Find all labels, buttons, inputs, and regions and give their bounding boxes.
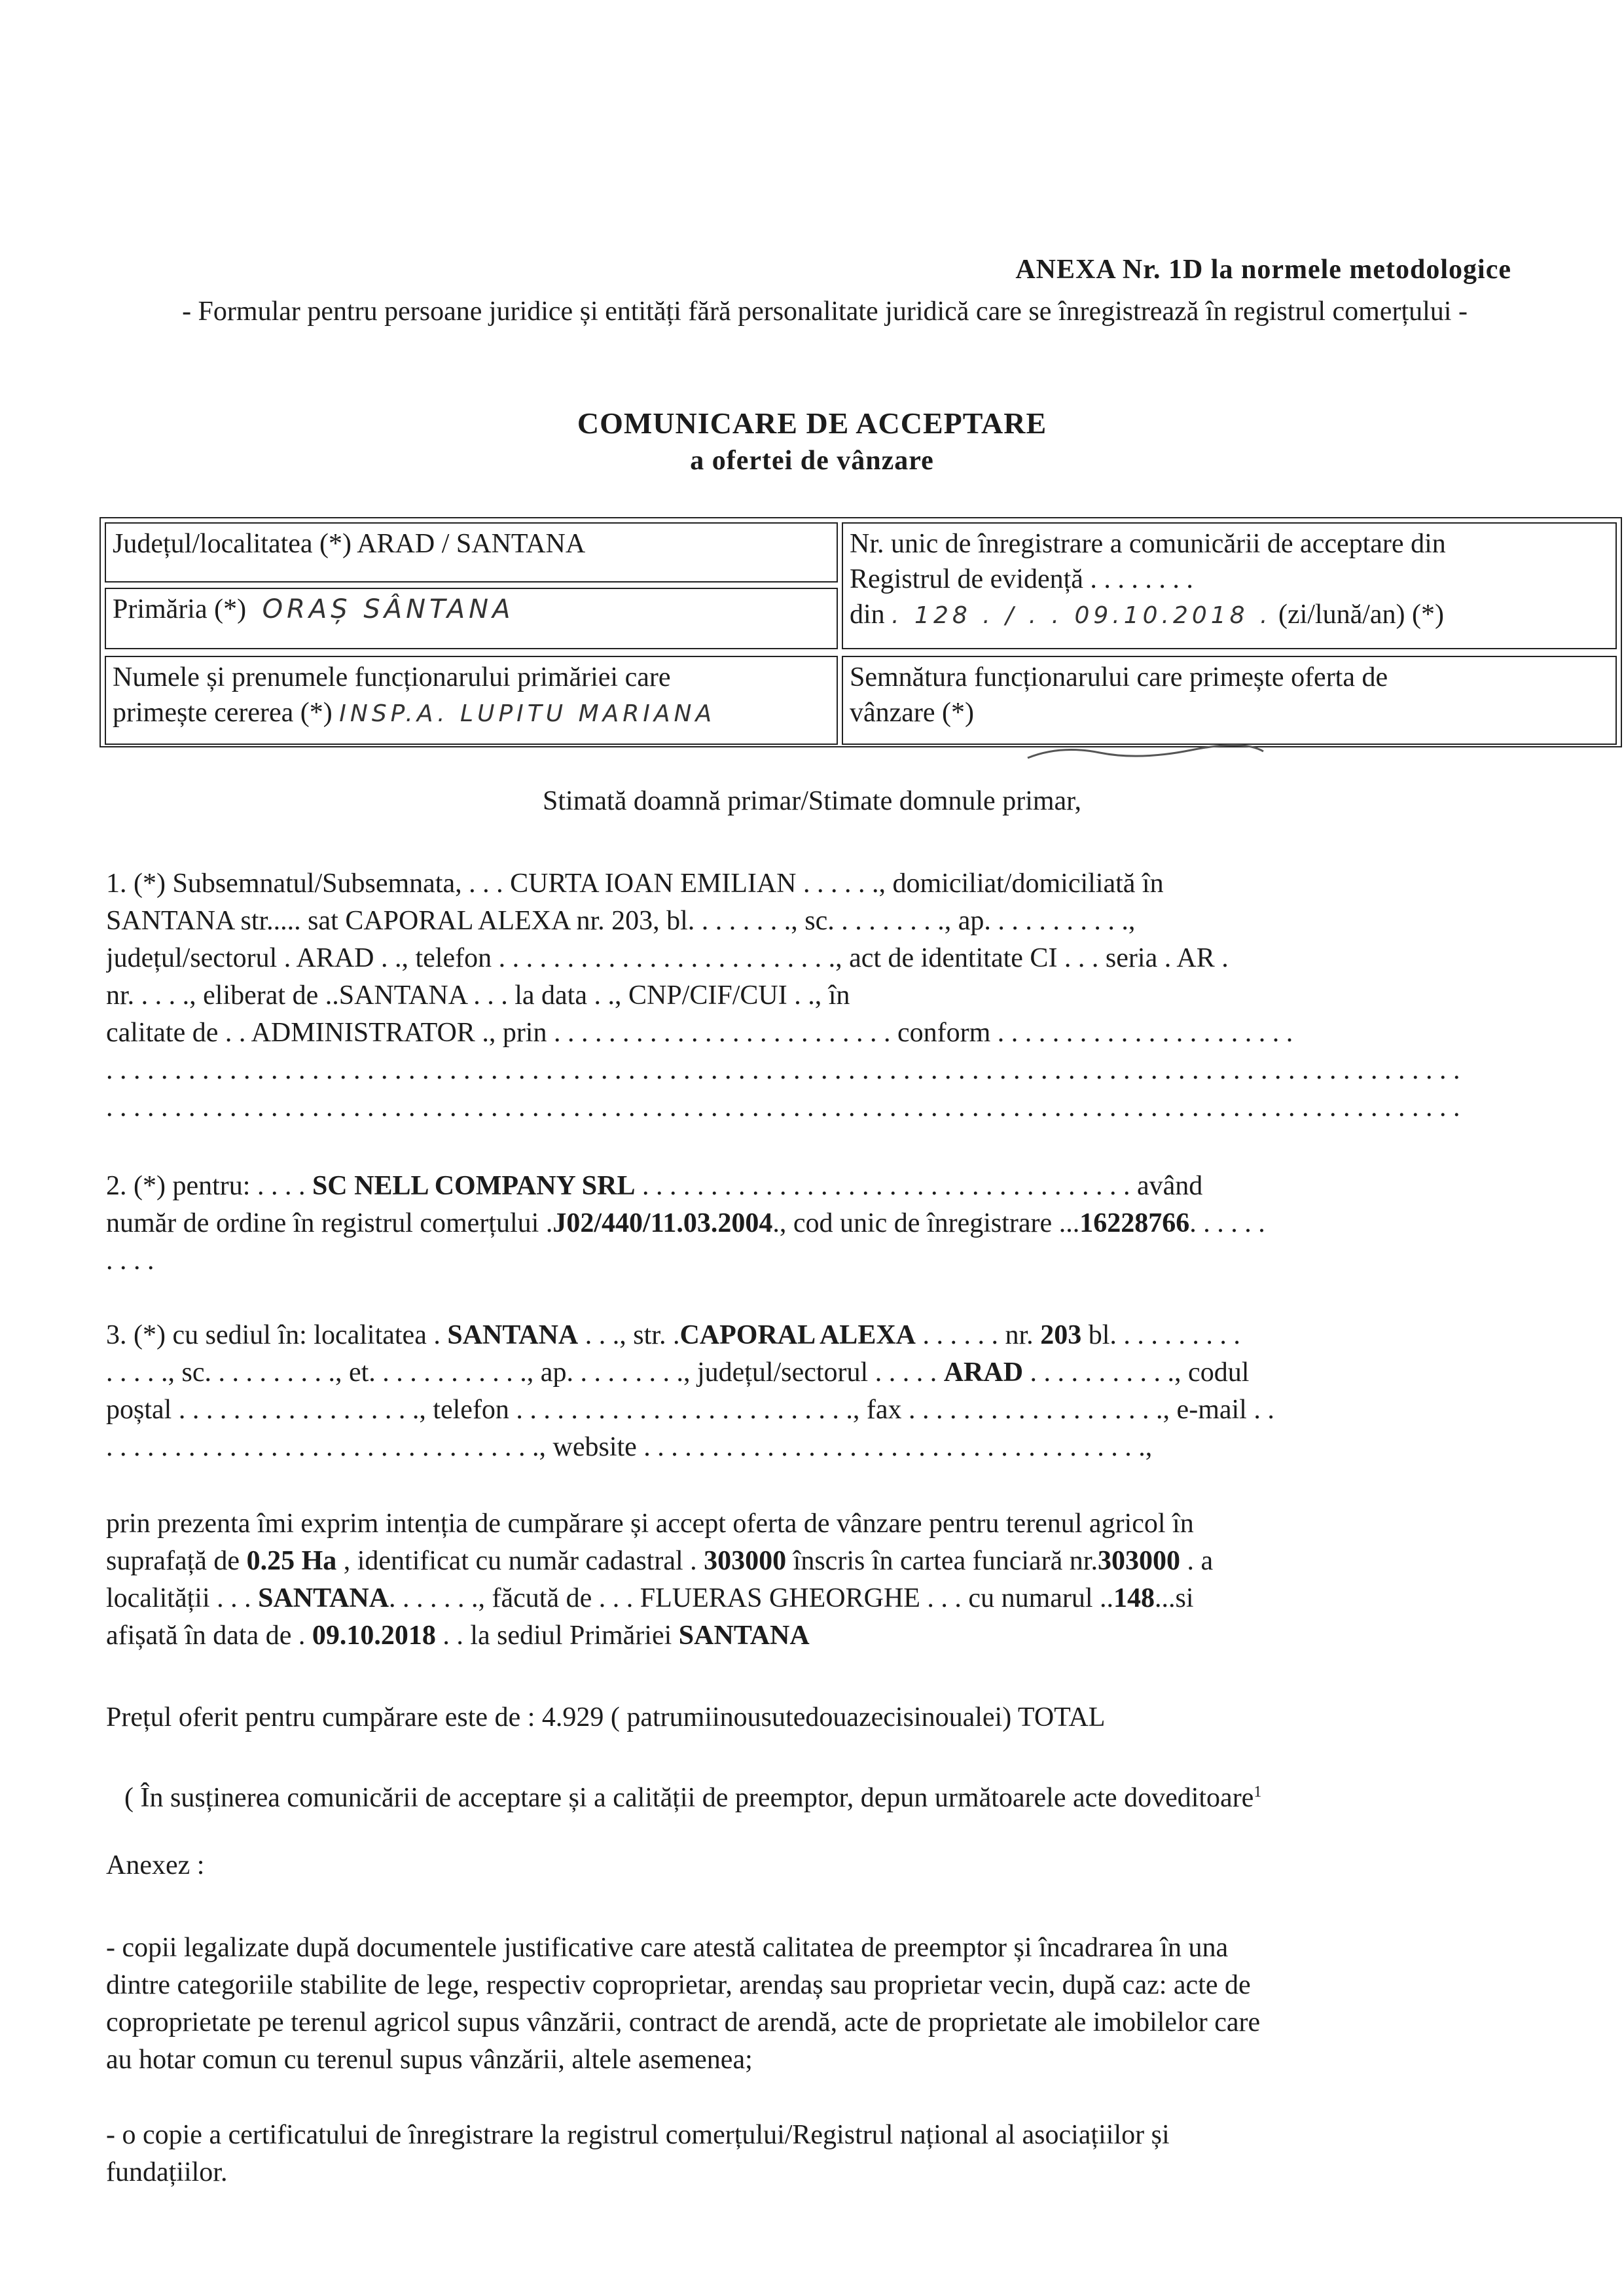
- sediu-nr: 203: [1040, 1320, 1082, 1350]
- judet-label: Județul/localitatea (*) ARAD / SANTANA: [113, 529, 586, 559]
- annex-item-line: - o copie a certificatului de înregistrare la registrul comerțului/Registrul național al asociațiilor și: [106, 2120, 1170, 2150]
- strada-label: . . ., str. .: [585, 1320, 680, 1350]
- sediul-label: . . la sediul Primăriei: [442, 1621, 672, 1651]
- sc-et-ap-label: . . . . ., sc. . . . . . . . . ., et. . . . . . . . . . . ., ap. . . . . . . . ., județul/sectorul . . . . .: [106, 1357, 937, 1388]
- nr-unic-din: din: [850, 600, 885, 630]
- carte-funciara-label: înscris în cartea funciară nr.: [793, 1546, 1098, 1576]
- intent-paragraph: [106, 1505, 1513, 1655]
- intent-line2-suffix: . a: [1187, 1546, 1214, 1576]
- section-1-line: SANTANA str..... sat CAPORAL ALEXA nr. 203, bl. . . . . . . ., sc. . . . . . . . ., ap. . . . . . . . . . .,: [106, 906, 1136, 936]
- bl-label: bl. . . . . . . . . .: [1088, 1320, 1240, 1350]
- section-1-line: județul/sectorul . ARAD . ., telefon . . . . . . . . . . . . . . . . . . . . . . . . ., act de identitate CI . . . seria . AR .: [106, 943, 1229, 973]
- sediu-label: 3. (*) cu sediul în: localitatea .: [106, 1320, 441, 1350]
- annex-item-line: au hotar comun cu terenul supus vânzării, altele asemenea;: [106, 2045, 753, 2075]
- facuta-de-label: . . . . . . ., făcută de . . . FLUERAS GHEORGHE . . . cu numarul ..: [389, 1583, 1114, 1613]
- cui-label: ., cod unic de înregistrare ...: [772, 1208, 1080, 1238]
- carte-funciara-value: 303000: [1097, 1546, 1180, 1576]
- annex-item-line: fundațiilor.: [106, 2157, 228, 2187]
- localitatii-value: SANTANA: [258, 1583, 389, 1613]
- numarul-value: 148: [1113, 1583, 1155, 1613]
- intent-line3-suffix: ...si: [1155, 1583, 1194, 1613]
- annex-item-1: [106, 1929, 1513, 2079]
- annex-title: ANEXA Nr. 1D la normele metodologice: [1015, 255, 1511, 285]
- cadastral-value: 303000: [704, 1546, 787, 1576]
- suprafata-label: suprafață de: [106, 1546, 240, 1576]
- nr-unic-line2: Registrul de evidență . . . . . . . .: [850, 564, 1193, 594]
- section-1: [106, 865, 1513, 1126]
- reg-label: număr de ordine în registrul comerțului .: [106, 1208, 553, 1238]
- afisata-label: afișată în data de .: [106, 1621, 306, 1651]
- semnatura-cell: [842, 656, 1617, 745]
- support-text: ( În susținerea comunicării de acceptare și a calității de preemptor, depun următoarele acte doveditoare: [124, 1783, 1254, 1813]
- support-line: [124, 1774, 1532, 1817]
- sediu-strada: CAPORAL ALEXA: [679, 1320, 916, 1350]
- annex-item-line: coproprietate pe terenul agricol supus vânzării, contract de arendă, acte de proprietate ale imobilelor care: [106, 2007, 1261, 2037]
- annex-item-line: - copii legalizate după documentele justificative care atestă calitatea de preemptor și încadrarea în una: [106, 1933, 1229, 1963]
- section-2-prefix: 2. (*) pentru: . . . .: [106, 1171, 306, 1201]
- section-2: [106, 1168, 1513, 1280]
- nr-unic-cell: [842, 522, 1617, 649]
- nr-unic-line1: Nr. unic de înregistrare a comunicării de acceptare din: [850, 529, 1446, 559]
- section-1-line: calitate de . . ADMINISTRATOR ., prin . . . . . . . . . . . . . . . . . . . . . . . . . conform . . . . . . . . . . . . . . . . . . . . . .: [106, 1018, 1293, 1048]
- footnote-marker: 1: [1254, 1784, 1262, 1801]
- annex-item-line: dintre categoriile stabilite de lege, respectiv coproprietar, arendaș sau proprietar vecin, după caz: acte de: [106, 1970, 1251, 2000]
- codul-label: . . . . . . . . . . ., codul: [1030, 1357, 1250, 1388]
- section-1-line: 1. (*) Subsemnatul/Subsemnata, . . . CURTA IOAN EMILIAN . . . . . ., domiciliat/domiciliată în: [106, 869, 1164, 899]
- judet-cell: [105, 522, 838, 583]
- primaria-handwritten: ORAȘ SÂNTANA: [262, 594, 514, 624]
- signature-mark: [1021, 738, 1270, 764]
- price-line: [106, 1699, 1513, 1736]
- nr-label: . . . . . . nr.: [922, 1320, 1034, 1350]
- localitatii-label: localității . . .: [106, 1583, 251, 1613]
- cui-value: 16228766: [1079, 1208, 1190, 1238]
- intent-line: prin prezenta îmi exprim intenția de cumpărare și accept oferta de vânzare pentru terenul agricol în: [106, 1509, 1194, 1539]
- cadastral-label: , identificat cu număr cadastral .: [343, 1546, 697, 1576]
- section-2-dots: . . . .: [106, 1246, 154, 1276]
- document-subtitle: a ofertei de vânzare: [690, 446, 934, 476]
- company-name: SC NELL COMPANY SRL: [312, 1171, 636, 1201]
- section-3-line: . . . . . . . . . . . . . . . . . . . . . . . . . . . . . . . ., website . . . . . . . . . . . . . . . . . . . . . . . . . . . . . . . . . . . . .,: [106, 1432, 1153, 1462]
- section-1-dotted-line: . . . . . . . . . . . . . . . . . . . . . . . . . . . . . . . . . . . . . . . . . . . . . . . . . . . . . . . . . . . . . . . . . . . . . . . . . . . . . . . . . . . . . . . . . . . . . . . . . . .: [106, 1092, 1460, 1122]
- reg-number: J02/440/11.03.2004: [552, 1208, 773, 1238]
- section-1-line: nr. . . . ., eliberat de ..SANTANA . . . la data . ., CNP/CIF/CUI . ., în: [106, 980, 850, 1011]
- section-1-dotted-line: . . . . . . . . . . . . . . . . . . . . . . . . . . . . . . . . . . . . . . . . . . . . . . . . . . . . . . . . . . . . . . . . . . . . . . . . . . . . . . . . . . . . . . . . . . . . . . . . . . .: [106, 1055, 1460, 1085]
- semnatura-line2: vânzare (*): [850, 698, 975, 728]
- nr-unic-handwritten: . 128 . / . . 09.10.2018 .: [892, 602, 1272, 629]
- primaria-label: Primăria (*): [113, 594, 247, 624]
- functionar-label-line2: primește cererea (*): [113, 698, 333, 728]
- salutation: Stimată doamnă primar/Stimate domnule primar,: [543, 786, 1081, 816]
- data-afisare: 09.10.2018: [312, 1621, 436, 1651]
- primarie-value: SANTANA: [678, 1621, 810, 1651]
- functionar-label-line1: Numele și prenumele funcționarului primăriei care: [113, 662, 671, 692]
- primaria-cell: [105, 588, 838, 649]
- section-3-line: poștal . . . . . . . . . . . . . . . . . ., telefon . . . . . . . . . . . . . . . . . . . . . . . . ., fax . . . . . . . . . . . . . . . . . . ., e-mail . .: [106, 1395, 1274, 1425]
- functionar-cell: [105, 656, 838, 745]
- sediu-judet: ARAD: [943, 1357, 1024, 1388]
- sediu-localitate: SANTANA: [447, 1320, 579, 1350]
- anexez-label: Anexez :: [106, 1850, 205, 1880]
- semnatura-line1: Semnătura funcționarului care primește oferta de: [850, 662, 1388, 692]
- section-2-dots: . . . . . .: [1189, 1208, 1265, 1238]
- suprafata-value: 0.25 Ha: [246, 1546, 337, 1576]
- functionar-handwritten: INSP.A. LUPITU MARIANA: [339, 700, 716, 727]
- annex-item-2: [106, 2117, 1513, 2191]
- section-2-suffix: . . . . . . . . . . . . . . . . . . . . . . . . . . . . . . . . . . . . având: [642, 1171, 1203, 1201]
- nr-unic-date-format: (zi/lună/an) (*): [1278, 600, 1445, 630]
- annex-subtitle: - Formular pentru persoane juridice și entități fără personalitate juridică care se înregistrează în registrul comerțului -: [182, 296, 1468, 327]
- section-3: [106, 1317, 1513, 1466]
- document-title: COMUNICARE DE ACCEPTARE: [577, 406, 1047, 440]
- price-text: Prețul oferit pentru cumpărare este de : 4.929 ( patrumiinousutedouazecisinoualei) TOTAL: [106, 1702, 1106, 1732]
